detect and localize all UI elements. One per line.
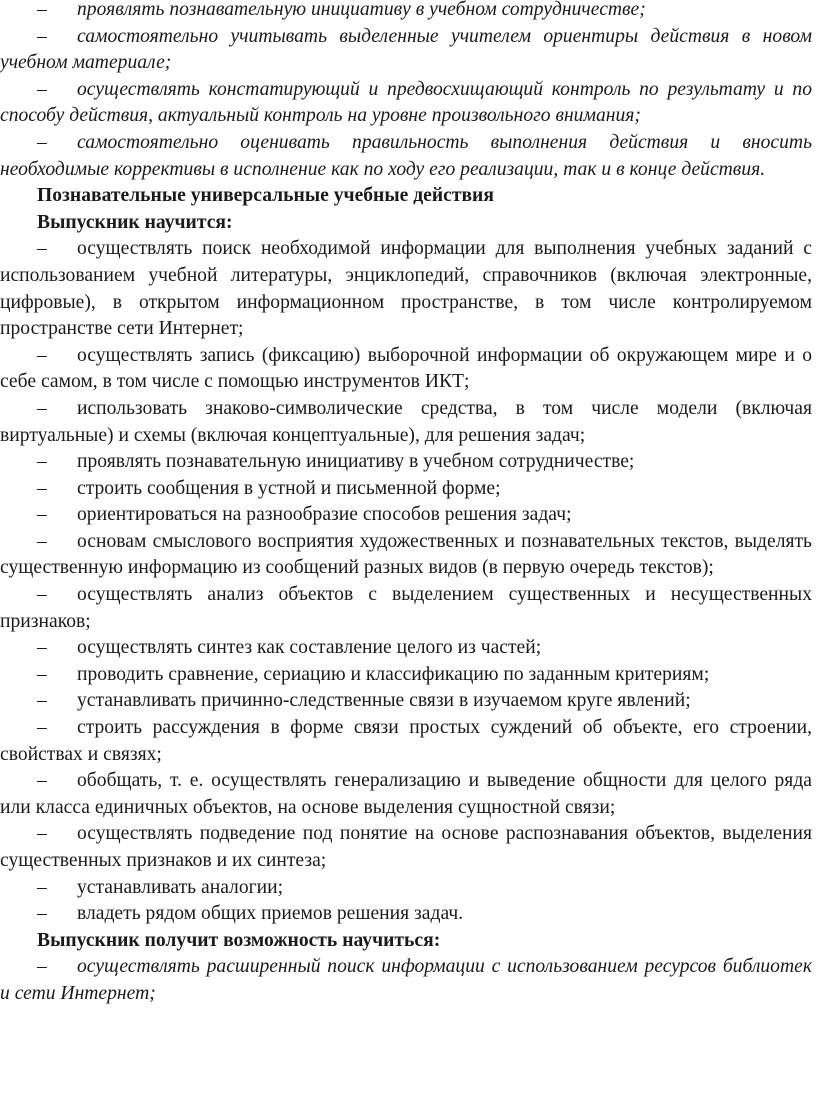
dash-marker: –	[37, 903, 47, 925]
dash-marker: –	[37, 397, 47, 419]
dash-marker: –	[37, 823, 47, 845]
dash-marker: –	[37, 78, 47, 100]
section-subtitle: Выпускник научится:	[37, 211, 233, 233]
list-item: – использовать знаково-символические средства, в том числе модели (включая виртуальные) и схемы (включая концептуальные), для решения задач;	[0, 397, 812, 446]
list-item: – обобщать, т. е. осуществлять генерализацию и выведение общности для целого ряда или класса единичных объектов, на основе выделения сущностной связи;	[0, 770, 812, 818]
list-item: – ориентироваться на разнообразие способов решения задач;	[0, 502, 816, 529]
section-regulatory-extended	[0, 0, 816, 183]
dash-marker: –	[37, 25, 47, 47]
dash-marker: –	[37, 770, 47, 792]
dash-marker: –	[37, 584, 47, 606]
dash-marker: –	[37, 876, 47, 898]
section-cognitive-extended	[0, 928, 816, 1008]
section-cognitive	[0, 183, 816, 928]
dash-marker: –	[37, 717, 47, 739]
dash-marker: –	[37, 637, 47, 659]
dash-marker: –	[37, 956, 47, 978]
list-item: – осуществлять расширенный поиск информации с использованием ресурсов библиотек и сети Интернет;	[0, 956, 812, 1004]
section-subtitle: Выпускник получит возможность научиться:	[37, 929, 441, 951]
list-item: – осуществлять констатирующий и предвосхищающий контроль по результату и по способу действия, актуальный контроль на уровне произвольного внимания;	[0, 78, 812, 127]
list-item: – осуществлять подведение под понятие на основе распознавания объектов, выделения существенных признаков и их синтеза;	[0, 823, 812, 871]
dash-marker: –	[37, 131, 47, 153]
list-item: – строить сообщения в устной и письменной форме;	[0, 476, 816, 503]
dash-marker: –	[37, 344, 47, 366]
dash-marker: –	[37, 451, 47, 473]
list-item: – устанавливать причинно-следственные связи в изучаемом круге явлений;	[0, 688, 816, 715]
list-item: – осуществлять запись (фиксацию) выборочной информации об окружающем мире и о себе самом, в том числе с помощью инструментов ИКТ;	[0, 344, 812, 393]
dash-marker: –	[37, 504, 47, 526]
dash-marker: –	[37, 530, 47, 552]
list-item: – осуществлять анализ объектов с выделением существенных и несущественных признаков;	[0, 584, 812, 632]
list-item: – владеть рядом общих приемов решения задач.	[0, 901, 816, 928]
dash-marker: –	[37, 477, 47, 499]
list-item: – устанавливать аналогии;	[0, 875, 816, 902]
list-item: – проявлять познавательную инициативу в учебном сотрудничестве;	[0, 0, 816, 24]
dash-marker: –	[37, 663, 47, 685]
list-item: – осуществлять поиск необходимой информации для выполнения учебных заданий с использованием учебной литературы, энциклопедий, справочников (включая электронные, цифровые), в открытом информационном пространстве, в том числе контролируемом пространстве сети Интернет;	[0, 238, 812, 340]
dash-marker: –	[37, 238, 47, 260]
list-item: – строить рассуждения в форме связи простых суждений об объекте, его строении, свойствах и связях;	[0, 717, 812, 765]
list-item: – проводить сравнение, сериацию и классификацию по заданным критериям;	[0, 662, 816, 689]
list-item: – проявлять познавательную инициативу в учебном сотрудничестве;	[0, 449, 816, 476]
list-item: – самостоятельно оценивать правильность выполнения действия и вносить необходимые коррективы в исполнение как по ходу его реализации, так и в конце действия.	[0, 131, 812, 180]
section-title: Познавательные универсальные учебные действия	[37, 185, 494, 207]
list-item: – самостоятельно учитывать выделенные учителем ориентиры действия в новом учебном материале;	[0, 25, 812, 74]
dash-marker: –	[37, 690, 47, 712]
dash-marker: –	[37, 0, 47, 20]
list-item: – основам смыслового восприятия художественных и познавательных текстов, выделять существенную информацию из сообщений разных видов (в первую очередь текстов);	[0, 530, 812, 579]
list-item: – осуществлять синтез как составление целого из частей;	[0, 635, 816, 662]
